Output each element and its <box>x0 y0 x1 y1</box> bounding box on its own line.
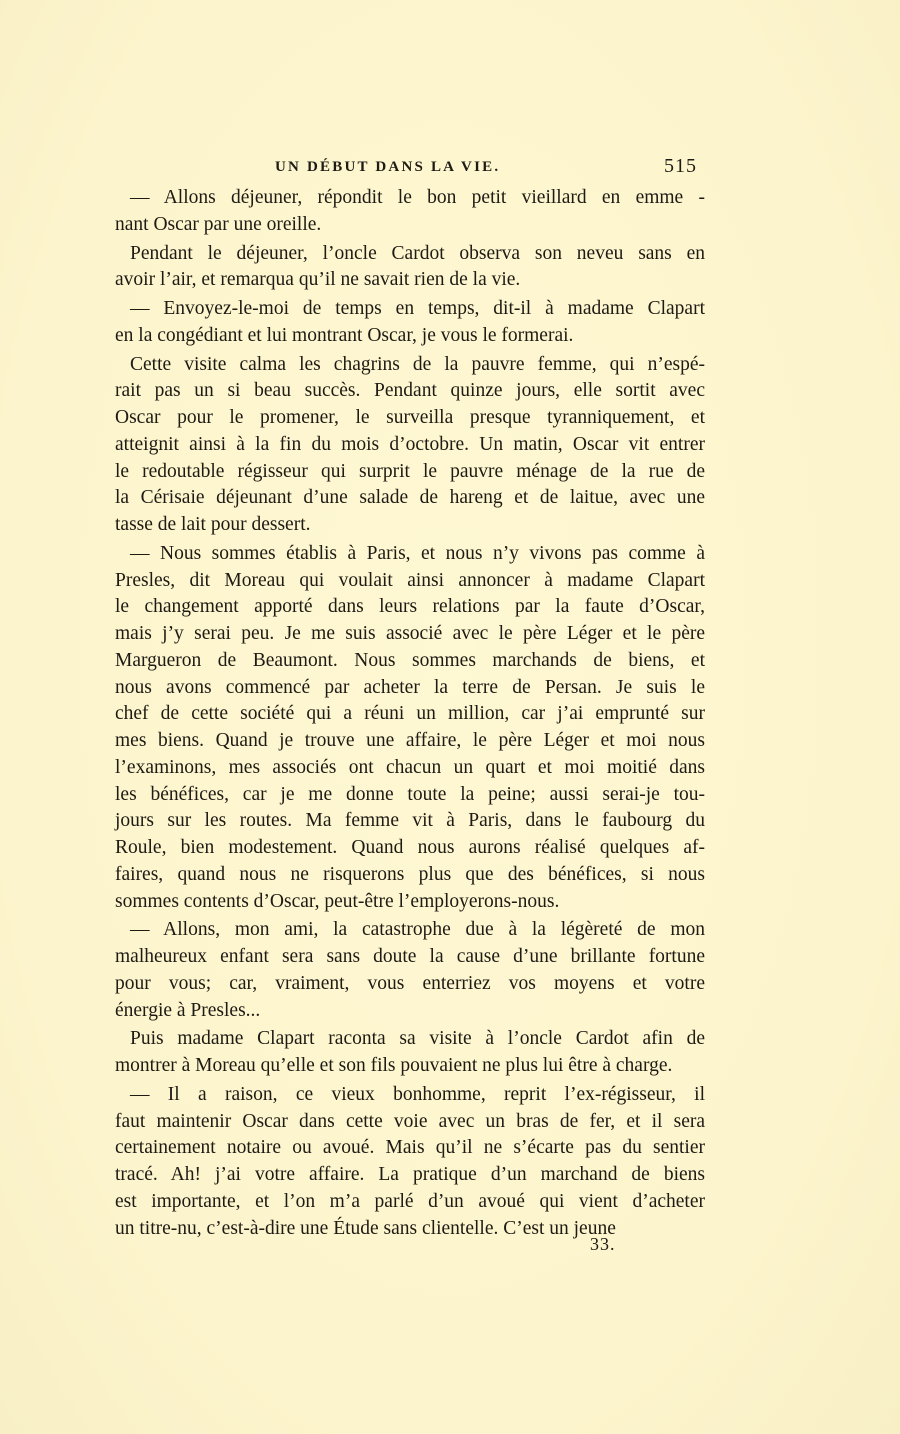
text-line: — Allons déjeuner, répondit le bon petit vieillard en emme - <box>130 187 705 208</box>
text-line: nant Oscar par une oreille. <box>115 213 322 235</box>
text-line: le changement apporté dans leurs relations par la faute d’Oscar, <box>115 596 705 618</box>
text-line: la Cérisaie déjeunant d’une salade de hareng et de laitue, avec une <box>115 487 705 509</box>
text-line: — Nous sommes établis à Paris, et nous n’y vivons pas comme à <box>130 542 705 564</box>
page-header <box>115 157 705 181</box>
text-line: malheureux enfant sera sans doute la cause d’une brillante fortune <box>115 946 705 967</box>
text-line: — Allons, mon ami, la catastrophe due à la légèreté de mon <box>130 919 705 941</box>
page-number: 515 <box>664 155 697 177</box>
text-line: Roule, bien modestement. Quand nous aurons réalisé quelques af- <box>115 837 705 858</box>
text-line: Oscar pour le promener, le surveilla presque tyranniquement, et <box>115 407 705 428</box>
text-line: en la congédiant et lui montrant Oscar, je vous le formerai. <box>115 324 574 346</box>
text-line: est importante, et l’on m’a parlé d’un avoué qui vient d’acheter <box>115 1190 705 1212</box>
text-line: faires, quand nous ne risquerons plus que des bénéfices, si nous <box>115 863 705 885</box>
text-line: tasse de lait pour dessert. <box>115 514 311 535</box>
text-line: mes biens. Quand je trouve une affaire, le père Léger et moi nous <box>115 730 705 751</box>
text-line: Pendant le déjeuner, l’oncle Cardot observa son neveu sans en <box>130 242 705 264</box>
text-line: jours sur les routes. Ma femme vit à Paris, dans le faubourg du <box>115 810 705 832</box>
text-line: rait pas un si beau succès. Pendant quinze jours, elle sortit avec <box>115 380 705 402</box>
text-line: les bénéfices, car je me donne toute la peine; aussi serai-je tou- <box>115 783 705 805</box>
text-line: le redoutable régisseur qui surprit le pauvre ménage de la rue de <box>115 460 705 482</box>
text-line: sommes contents d’Oscar, peut-être l’employerons-nous. <box>115 890 560 912</box>
text-line: énergie à Presles... <box>115 999 261 1021</box>
text-line: l’examinons, mes associés ont chacun un quart et moi moitié dans <box>115 756 705 778</box>
signature-mark: 33. <box>590 1234 616 1254</box>
text-line: tracé. Ah! j’ai votre affaire. La pratique d’un marchand de biens <box>115 1164 705 1185</box>
text-line: montrer à Moreau qu’elle et son fils pouvaient ne plus lui être à charge. <box>115 1055 673 1076</box>
text-line: certainement notaire ou avoué. Mais qu’il ne s’écarte pas du sentier <box>115 1137 705 1159</box>
text-line: Margueron de Beaumont. Nous sommes marchands de biens, et <box>115 649 705 671</box>
text-line: Presles, dit Moreau qui voulait ainsi annoncer à madame Clapart <box>115 569 705 591</box>
text-line: nous avons commencé par acheter la terre de Persan. Je suis le <box>115 676 705 698</box>
text-line: avoir l’air, et remarqua qu’il ne savait rien de la vie. <box>115 269 521 291</box>
running-title: UN DÉBUT DANS LA VIE. <box>275 159 501 175</box>
text-line: — Envoyez-le-moi de temps en temps, dit-il à madame Clapart <box>130 298 705 319</box>
text-line: Cette visite calma les chagrins de la pauvre femme, qui n’espé- <box>130 353 705 375</box>
text-line: mais j’y serai peu. Je me suis associé avec le père Léger et le père <box>115 623 705 644</box>
text-line: Puis madame Clapart raconta sa visite à l’oncle Cardot afin de <box>130 1028 705 1050</box>
text-line: pour vous; car, vraiment, vous enterriez vos moyens et votre <box>115 972 705 994</box>
text-line: chef de cette société qui a réuni un million, car j’ai emprunté sur <box>115 703 705 725</box>
text-line: faut maintenir Oscar dans cette voie avec un bras de fer, et il sera <box>115 1110 705 1132</box>
text-line: un titre-nu, c’est-à-dire une Étude sans clientelle. C’est un jeune <box>115 1217 616 1239</box>
text-line: atteignit ainsi à la fin du mois d’octobre. Un matin, Oscar vit entrer <box>115 433 705 455</box>
text-line: — Il a raison, ce vieux bonhomme, reprit l’ex-régisseur, il <box>130 1083 705 1105</box>
